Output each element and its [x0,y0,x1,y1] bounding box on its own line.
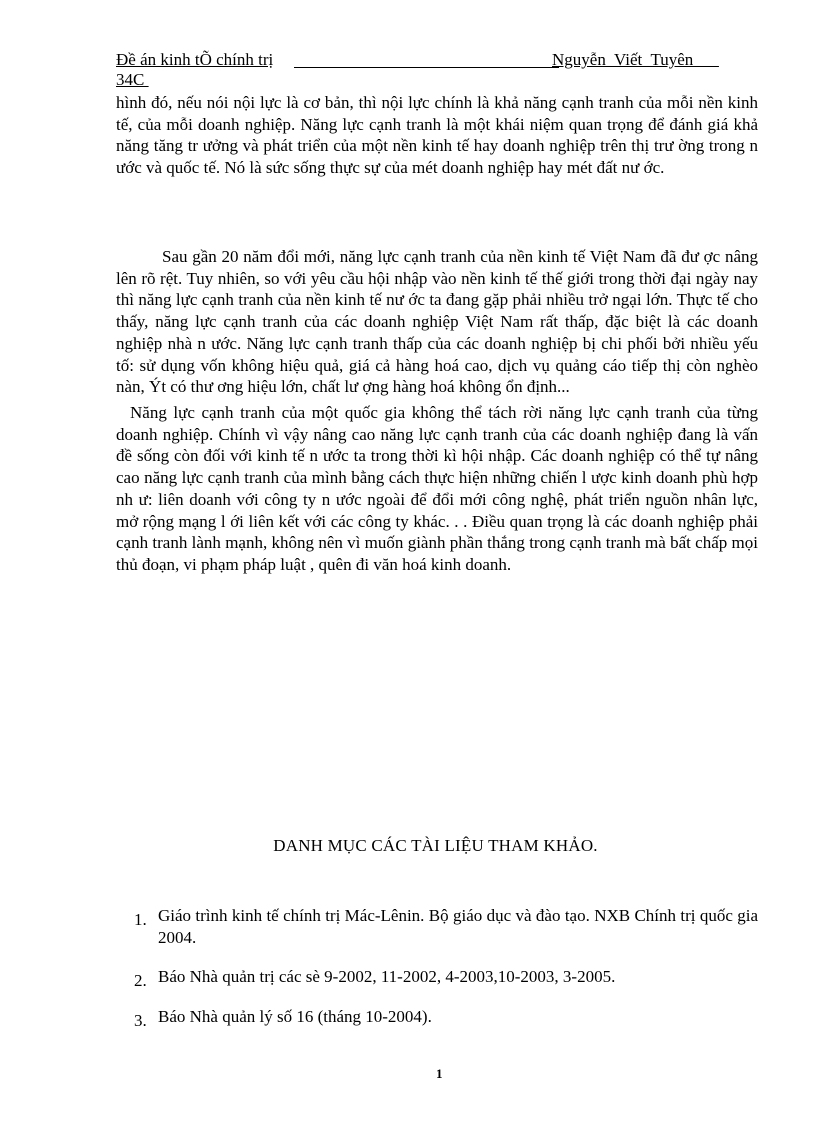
header-author: Nguyễn Viết Tuyên __ [552,50,719,69]
reference-number: 2. [134,971,147,991]
reference-number: 3. [134,1011,147,1031]
reference-text: Báo Nhà quản trị các sè 9-2002, 11-2002, 4-2003,10-2003, 3-2005. [158,967,616,987]
reference-item [134,1006,758,1031]
header-title: Đề án kinh tÕ chính trị [116,50,274,69]
references-title: DANH MỤC CÁC TÀI LIỆU THAM KHẢO. [273,836,598,855]
reference-text: Báo Nhà quản lý số 16 (tháng 10-2004). [158,1007,432,1027]
paragraph-2: Sau gần 20 năm đổi mới, năng lực cạnh tranh của nền kinh tế Việt Nam đã đư ợc nâng lên rõ rệt. Tuy nhiên, so với yêu cầu hội nhập vào nền kinh tế thế giới trong thời đại ngày nay thì năng lực cạnh tranh của nền kinh tế nư ớc ta đang gặp phải nhiều trở ngại lớn. Thực tế cho thấy, năng lực cạnh tranh của các doanh nghiệp Việt Nam rất thấp, đặc biệt là các doanh nghiệp nhà n ước. Năng lực cạnh tranh thấp của các doanh nghiệp bị chi phối bởi nhiều yếu tố: sử dụng vốn không hiệu quả, giá cả hàng hoá cao, dịch vụ quảng cáo tiếp thị còn nghèo nàn, Ýt có thư ơng hiệu lớn, chất lư ợng hàng hoá không ổn định... [116,247,758,397]
reference-item [134,905,758,948]
paragraph-1: hình đó, nếu nói nội lực là cơ bản, thì nội lực chính là khả năng cạnh tranh của mỗi nền kinh tế, của mỗi doanh nghiệp. Năng lực cạnh tranh là một khái niệm quan trọng để đánh giá khả năng tăng tr ưởng và phát triển của một nền kinh tế hay doanh nghiệp trên thị trư ờng trong n ước và quốc tế. Nó là sức sống thực sự của mét doanh nghiệp hay mét đất nư ớc. [116,93,758,178]
page-header [116,50,736,90]
header-class: 34C [116,70,149,89]
reference-item [134,966,758,991]
references-list [134,905,758,1044]
reference-number: 1. [134,910,147,929]
header-rule [294,67,559,68]
paragraph-3: Năng lực cạnh tranh của một quốc gia không thể tách rời năng lực cạnh tranh của từng doanh nghiệp. Chính vì vậy nâng cao năng lực cạnh tranh của các doanh nghiệp đang là vấn đề sống còn đối với kinh tế n ước ta trong thời kì hội nhập. Các doanh nghiệp có thể tự nâng cao năng lực cạnh tranh của mình bằng cách thực hiện những chiến l ược kinh doanh phù hợp nh ư: liên doanh với công ty n ước ngoài để đổi mới công nghệ, phát triển nguồn nhân lực, mở rộng mạng l ới liên kết với các công ty khác. . . Điều quan trọng là các doanh nghiệp phải cạnh tranh lành mạnh, không nên vì muốn giành phần thắng trong cạnh tranh mà bất chấp mọi thủ đoạn, vi phạm pháp luật , quên đi văn hoá kinh doanh. [116,403,758,574]
page-number: 1 [436,1066,443,1081]
reference-text: Giáo trình kinh tế chính trị Mác-Lênin. Bộ giáo dục và đào tạo. NXB Chính trị quốc gia 2004. [158,906,758,947]
